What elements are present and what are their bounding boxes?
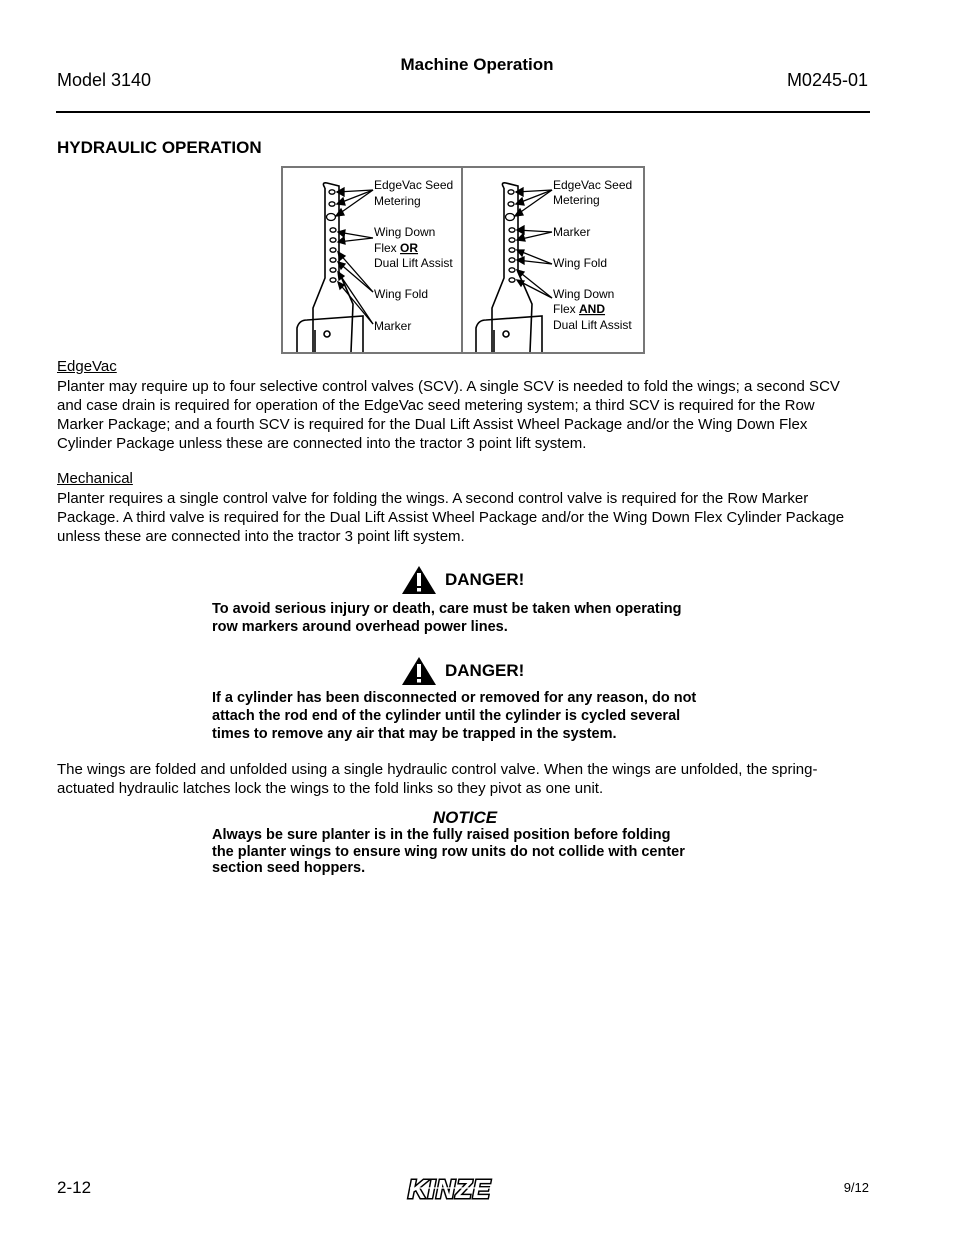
warning-triangle-icon [401, 565, 437, 595]
left-label-marker: Marker [374, 319, 412, 333]
header-divider [56, 111, 870, 113]
right-label-marker: Marker [553, 225, 591, 239]
right-label-metering: Metering [553, 193, 600, 207]
right-label-flex: Flex AND [553, 302, 606, 316]
notice-message [212, 827, 716, 877]
page-title: HYDRAULIC OPERATION [57, 138, 262, 157]
left-label-edgevac: EdgeVac Seed [374, 178, 454, 192]
edgevac-heading: EdgeVac [57, 358, 117, 375]
danger-title: DANGER! [445, 661, 525, 680]
section-header: Machine Operation [400, 55, 554, 74]
left-leader-arrows [336, 188, 373, 324]
right-label-wing-fold: Wing Fold [553, 256, 608, 270]
text-line: Planter requires a single control valve for folding the wings. A second control valve is required for the Row Marker [57, 490, 809, 507]
text-line: The wings are folded and unfolded using a single hydraulic control valve. When the wings are unfolded, the spring- [57, 761, 818, 778]
svg-text:KINZE: KINZE [408, 1174, 491, 1204]
text-line: and case drain is required for operation of the EdgeVac seed metering system; a third SCV is required for the Row [57, 397, 815, 414]
revision-date: 9/12 [843, 1180, 869, 1195]
left-label-metering: Metering [374, 194, 421, 208]
danger-heading-2 [401, 656, 524, 686]
left-label-wing-fold: Wing Fold [374, 287, 429, 301]
kinze-logo-icon [404, 1174, 524, 1204]
danger-message-1 [212, 600, 722, 636]
notice-heading: NOTICE [432, 808, 498, 827]
left-port-fittings [327, 190, 337, 282]
text-line: Cylinder Package unless these are connected into the tractor 3 point lift system. [57, 435, 587, 452]
danger-title: DANGER! [445, 570, 525, 589]
mechanical-paragraph [57, 489, 877, 546]
left-bracket-illustration [297, 183, 363, 352]
hydraulic-hose-figure [281, 166, 645, 354]
text-line: Planter may require up to four selective control valves (SCV). A single SCV is needed to fold the wings; a second SCV [57, 378, 840, 395]
danger-message-2 [212, 689, 722, 743]
left-label-wing-down: Wing Down [374, 225, 436, 239]
page-number: 2-12 [57, 1178, 92, 1197]
text-line: attach the rod end of the cylinder until the cylinder is cycled several [212, 708, 681, 724]
mechanical-heading: Mechanical [57, 470, 133, 487]
text-line: unless these are connected into the tractor 3 point lift system. [57, 528, 465, 545]
text-line: actuated hydraulic latches lock the wings to the fold links so they pivot as one unit. [57, 780, 604, 797]
right-bracket-illustration [476, 183, 542, 352]
text-line: the planter wings to ensure wing row units do not collide with center [212, 843, 685, 860]
left-labels [374, 178, 453, 333]
text-line: Package. A third valve is required for the Dual Lift Assist Wheel Package and/or the Wing Down Flex Cylinder Package [57, 509, 845, 526]
text-line: To avoid serious injury or death, care must be taken when operating [212, 601, 682, 617]
document-number: M0245-01 [786, 70, 868, 90]
text-line: Marker Package; and a fourth SCV is required for the Dual Lift Assist Wheel Package and/or the Wing Down Flex [57, 416, 808, 433]
text-line: times to remove any air that may be trapped in the system. [212, 726, 617, 742]
kinze-logo [404, 1174, 524, 1209]
right-labels [553, 178, 632, 332]
right-label-edgevac: EdgeVac Seed [553, 178, 633, 192]
text-line: row markers around overhead power lines. [212, 619, 508, 635]
warning-triangle-icon [401, 656, 437, 686]
wings-paragraph [57, 760, 877, 798]
left-label-flex: Flex OR [374, 241, 419, 255]
right-leader-arrows [515, 188, 552, 298]
right-label-wing-down: Wing Down [553, 287, 615, 301]
danger-heading-1 [401, 565, 524, 595]
right-port-fittings [506, 190, 516, 282]
right-label-dual-lift: Dual Lift Assist [553, 318, 632, 332]
model-label: Model 3140 [57, 70, 152, 90]
text-line: If a cylinder has been disconnected or removed for any reason, do not [212, 690, 697, 706]
left-label-dual-lift: Dual Lift Assist [374, 256, 453, 270]
edgevac-paragraph [57, 377, 877, 453]
text-line: section seed hoppers. [212, 860, 366, 876]
text-line: Always be sure planter is in the fully raised position before folding [212, 827, 671, 843]
